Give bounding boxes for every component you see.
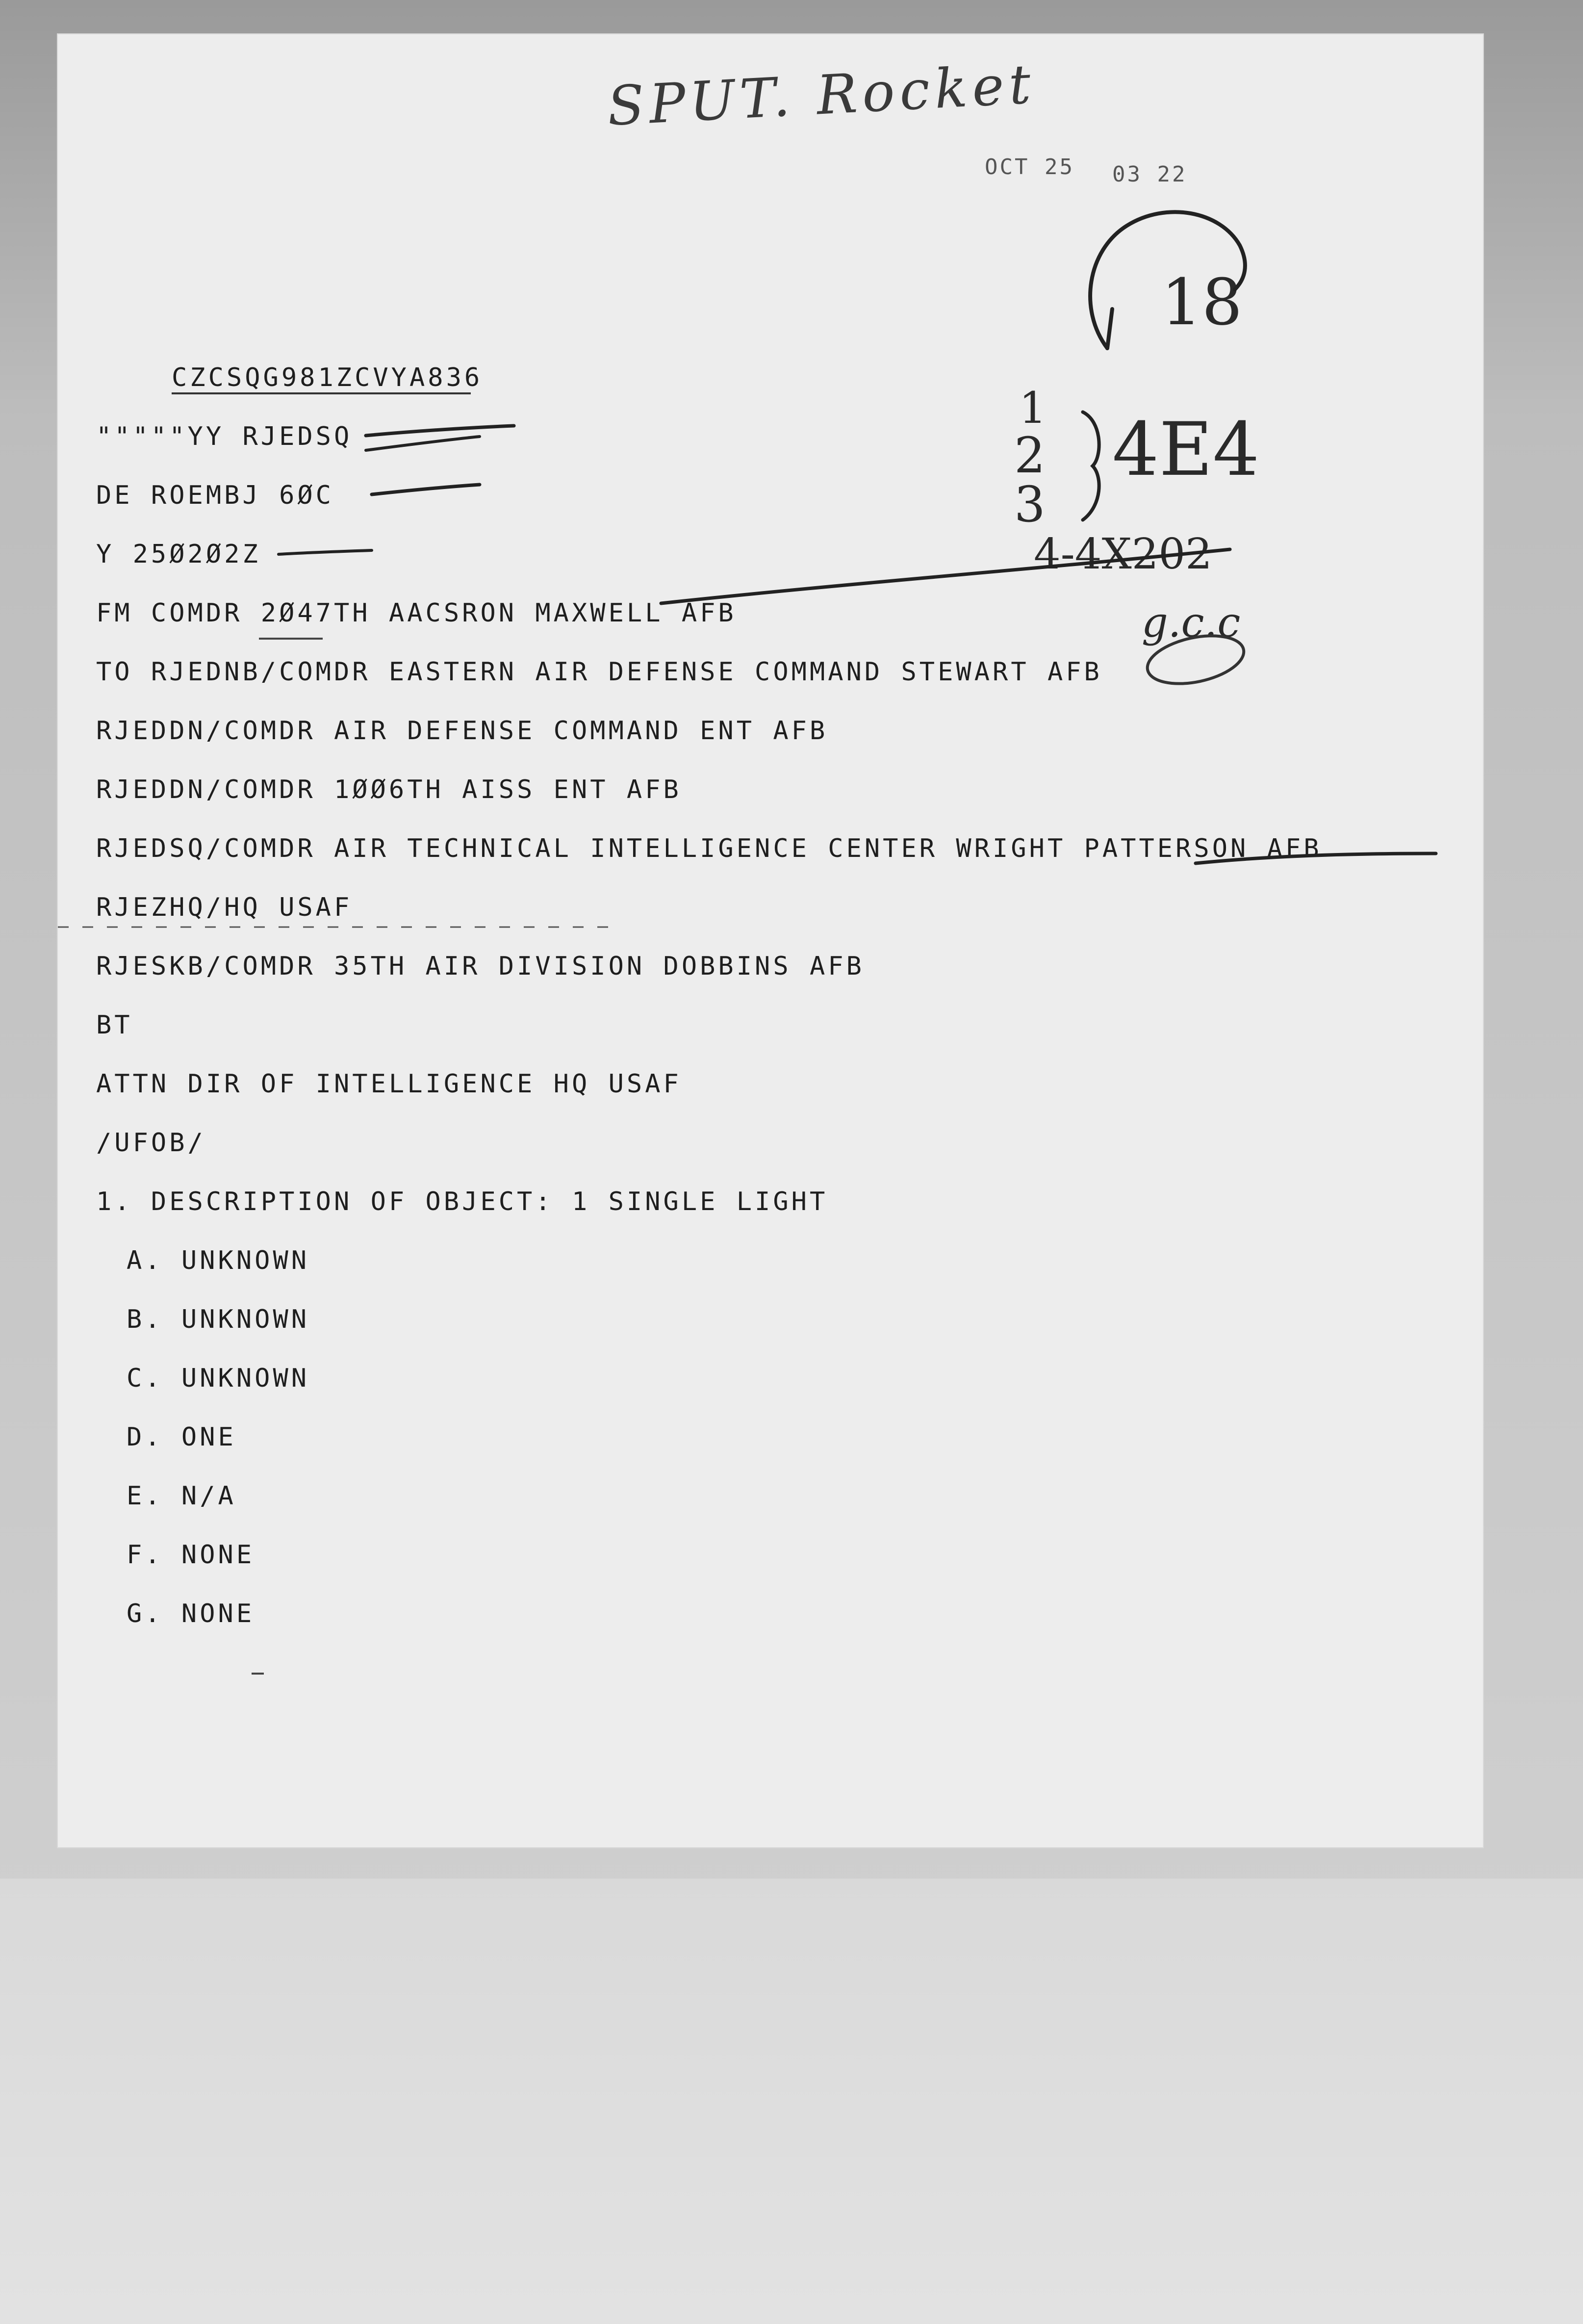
message-subitem: D. ONE bbox=[127, 1422, 236, 1452]
message-routing-indicator: CZCSQG981ZCVYA836 bbox=[172, 363, 483, 392]
message-subitem: E. N/A bbox=[127, 1481, 236, 1511]
handwritten-top-note: SPUT. Rocket bbox=[606, 52, 1037, 138]
message-precedence-line: """""YY RJEDSQ bbox=[96, 422, 353, 451]
lower-sheet bbox=[0, 1879, 1583, 2324]
message-addressee: RJEDSQ/COMDR AIR TECHNICAL INTELLIGENCE CENTER WRIGHT PATTERSON AFB bbox=[96, 834, 1322, 863]
message-addressee: RJEDDN/COMDR 1ØØ6TH AISS ENT AFB bbox=[96, 775, 682, 804]
received-date-stamp: OCT 25 bbox=[985, 155, 1074, 180]
message-break-marker: BT bbox=[96, 1010, 133, 1040]
handwritten-initials: g.c.c bbox=[1142, 598, 1241, 646]
handwritten-ref-2: 2 bbox=[1014, 427, 1046, 484]
message-subitem: C. UNKNOWN bbox=[127, 1364, 310, 1393]
teletype-page bbox=[58, 34, 1483, 1847]
handwritten-ref-3: 3 bbox=[1014, 476, 1046, 533]
handwritten-page-number: 18 bbox=[1161, 265, 1243, 339]
message-item-description: 1. DESCRIPTION OF OBJECT: 1 SINGLE LIGHT bbox=[96, 1187, 828, 1216]
message-subitem: G. NONE bbox=[127, 1599, 255, 1628]
message-subject-tag: /UFOB/ bbox=[96, 1128, 206, 1158]
message-subitem: A. UNKNOWN bbox=[127, 1246, 310, 1275]
handwritten-ref-1: 1 bbox=[1019, 383, 1047, 433]
message-to-line: TO RJEDNB/COMDR EASTERN AIR DEFENSE COMMAND STEWART AFB bbox=[96, 657, 1102, 687]
pen-strokes bbox=[58, 34, 1483, 1847]
message-addressee: RJESKB/COMDR 35TH AIR DIVISION DOBBINS AFB bbox=[96, 952, 865, 981]
handwritten-ref-code: 4E4 bbox=[1112, 407, 1260, 492]
message-from-line: FM COMDR 2Ø47TH AACSRON MAXWELL AFB bbox=[96, 598, 737, 628]
message-subitem: B. UNKNOWN bbox=[127, 1305, 310, 1334]
message-originator-station: DE ROEMBJ 6ØC bbox=[96, 481, 334, 510]
message-addressee: RJEDDN/COMDR AIR DEFENSE COMMAND ENT AFB bbox=[96, 716, 828, 746]
message-addressee: RJEZHQ/HQ USAF bbox=[96, 893, 353, 922]
message-date-time-group: Y 25Ø2Ø2Z bbox=[96, 540, 261, 569]
message-attention-line: ATTN DIR OF INTELLIGENCE HQ USAF bbox=[96, 1069, 682, 1099]
handwritten-ref-2b: 4-4X202 bbox=[1034, 530, 1212, 579]
message-subitem: F. NONE bbox=[127, 1540, 255, 1570]
received-time-stamp: 03 22 bbox=[1112, 162, 1187, 187]
